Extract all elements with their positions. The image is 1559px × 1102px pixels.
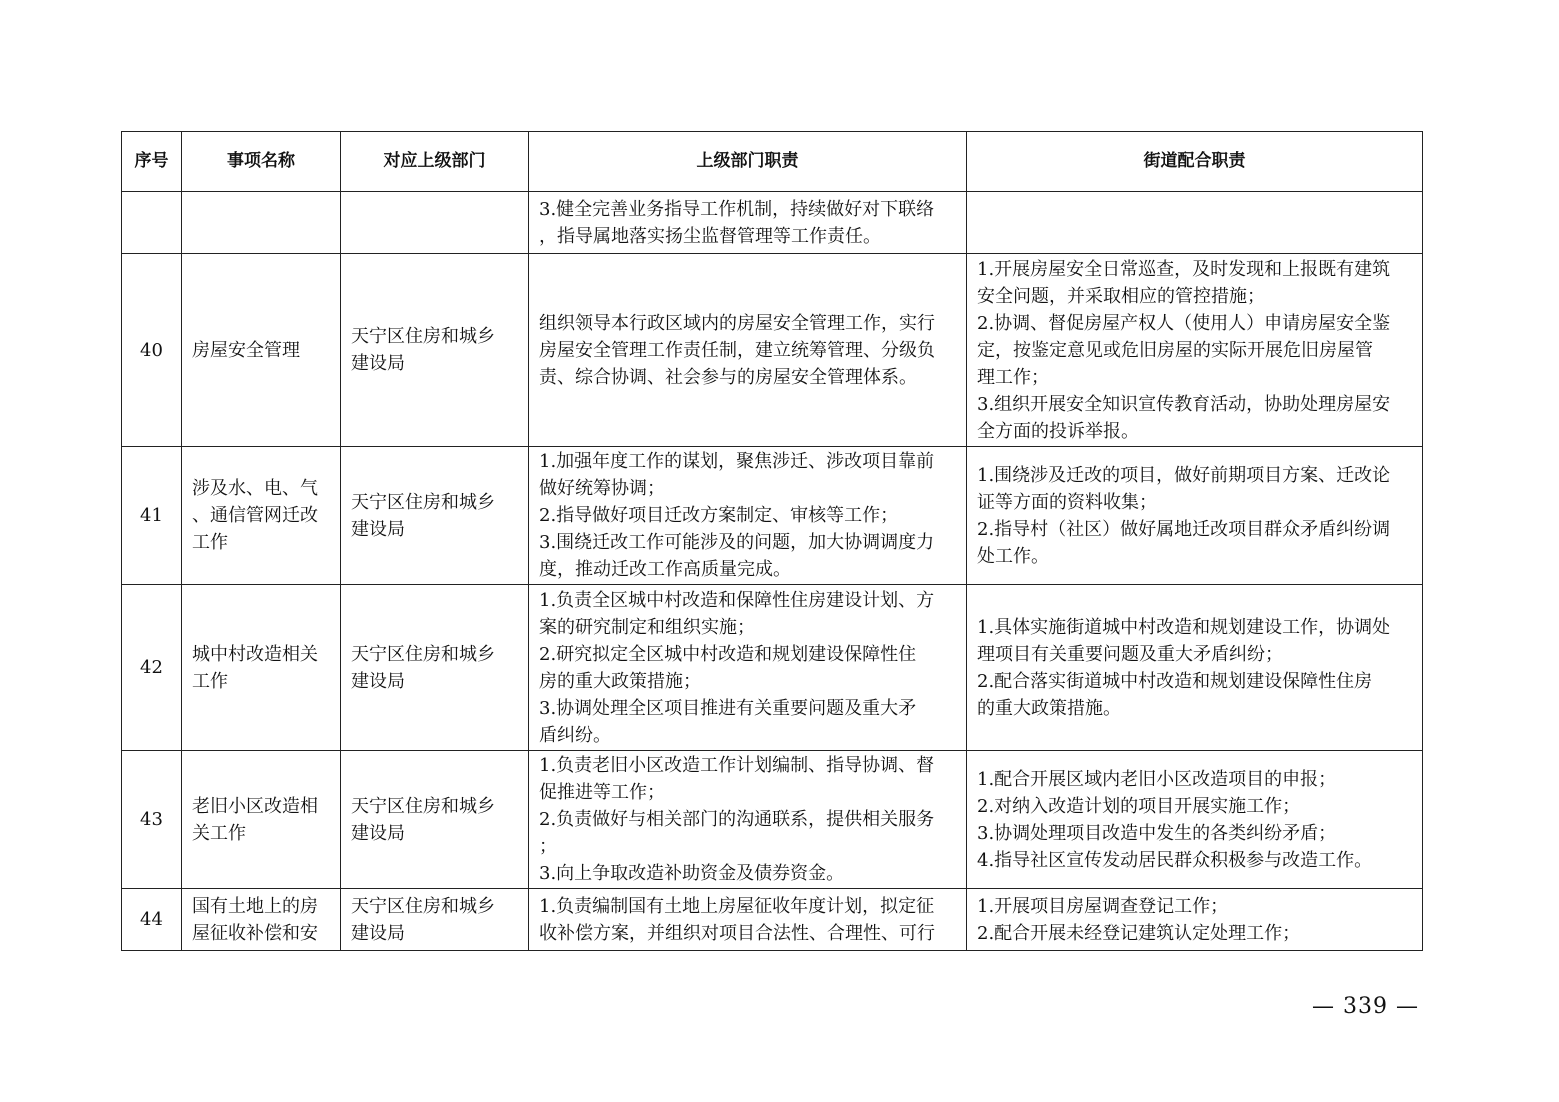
- cell-line: 1.负责全区城中村改造和保障性住房建设计划、方: [539, 589, 935, 611]
- cell-line: 理项目有关重要问题及重大矛盾纠纷；: [977, 643, 1283, 665]
- cell-line: 2.配合开展未经登记建筑认定处理工作；: [977, 922, 1301, 944]
- cell-line: 天宁区住房和城乡: [351, 326, 495, 347]
- superior-dept-cell: [341, 585, 529, 751]
- cell-line: 促推进等工作；: [539, 782, 665, 803]
- cell-line: 1.开展房屋安全日常巡查，及时发现和上报既有建筑: [977, 258, 1391, 280]
- item-name-cell: [182, 447, 341, 585]
- superior-duty-cell: [529, 889, 967, 951]
- cell-line: 1.开展项目房屋调查登记工作；: [977, 895, 1229, 917]
- seq-cell: 43: [122, 751, 182, 889]
- cell-line: 2.配合落实街道城中村改造和规划建设保障性住房: [977, 670, 1373, 692]
- street-duty-cell: [967, 585, 1423, 751]
- cell-line: 关工作: [192, 822, 246, 844]
- header-superior-duty: 上级部门职责: [529, 132, 967, 192]
- superior-dept-cell: [341, 751, 529, 889]
- cell-line: 4.指导社区宣传发动居民群众积极参与改造工作。: [977, 849, 1373, 871]
- cell-line: 3.组织开展安全知识宣传教育活动，协助处理房屋安: [977, 393, 1391, 415]
- cell-line: 定，按鉴定意见或危旧房屋的实际开展危旧房屋管: [977, 339, 1373, 361]
- cell-line: 3.协调处理全区项目推进有关重要问题及重大矛: [539, 697, 917, 719]
- superior-dept-cell: [341, 447, 529, 585]
- cell-line: 1.具体实施街道城中村改造和规划建设工作，协调处: [977, 616, 1391, 638]
- seq-cell: 42: [122, 585, 182, 751]
- cell-line: 建设局: [351, 822, 405, 844]
- cell-line: ；: [539, 836, 557, 857]
- cell-line: 城中村改造相关: [192, 643, 318, 665]
- cell-line: 国有土地上的房: [192, 895, 318, 917]
- cell-line: 工作: [192, 670, 228, 692]
- superior-duty-cell: [529, 192, 967, 254]
- header-superior-dept: 对应上级部门: [341, 132, 529, 192]
- cell-line: 理工作；: [977, 366, 1049, 388]
- cell-line: 度，推动迁改工作高质量完成。: [539, 559, 791, 580]
- table-row: [122, 585, 1423, 751]
- cell-line: 3.向上争取改造补助资金及债券资金。: [539, 863, 845, 884]
- table-row: [122, 254, 1423, 447]
- table-header-row: [122, 132, 1423, 192]
- table-row: [122, 192, 1423, 254]
- header-item-name: 事项名称: [182, 132, 341, 192]
- item-name-cell: [182, 254, 341, 447]
- table-row: [122, 751, 1423, 889]
- street-duty-cell: [967, 447, 1423, 585]
- seq-cell: 40: [122, 254, 182, 447]
- cell-line: 1.负责老旧小区改造工作计划编制、指导协调、督: [539, 755, 935, 776]
- cell-line: 建设局: [351, 353, 405, 374]
- page-number: — 339 —: [1312, 994, 1419, 1019]
- cell-line: 3.协调处理项目改造中发生的各类纠纷矛盾；: [977, 822, 1337, 844]
- cell-line: 盾纠纷。: [539, 724, 611, 746]
- cell-line: ，指导属地落实扬尘监督管理等工作责任。: [539, 225, 881, 247]
- superior-duty-cell: [529, 585, 967, 751]
- cell-line: 老旧小区改造相: [192, 795, 318, 817]
- superior-duty-cell: [529, 447, 967, 585]
- seq-cell: 41: [122, 447, 182, 585]
- item-name-cell: [182, 889, 341, 951]
- item-name-cell: [182, 751, 341, 889]
- cell-line: 建设局: [351, 922, 405, 944]
- cell-line: 天宁区住房和城乡: [351, 491, 495, 513]
- table-row: [122, 889, 1423, 951]
- cell-line: 屋征收补偿和安: [192, 922, 318, 944]
- seq-cell: [122, 192, 182, 254]
- cell-line: 1.围绕涉及迁改的项目，做好前期项目方案、迁改论: [977, 464, 1391, 486]
- cell-line: 天宁区住房和城乡: [351, 643, 495, 665]
- cell-line: 1.加强年度工作的谋划，聚焦涉迁、涉改项目靠前: [539, 451, 935, 472]
- superior-dept-cell: [341, 889, 529, 951]
- superior-dept-cell: [341, 254, 529, 447]
- street-duty-cell: [967, 192, 1423, 254]
- cell-line: 工作: [192, 532, 228, 553]
- duty-table: [121, 131, 1423, 951]
- cell-line: 2.负责做好与相关部门的沟通联系，提供相关服务: [539, 809, 935, 830]
- cell-line: 做好统筹协调；: [539, 478, 665, 499]
- table-row: [122, 447, 1423, 585]
- cell-line: 建设局: [351, 670, 405, 692]
- cell-line: 2.指导做好项目迁改方案制定、审核等工作；: [539, 505, 899, 526]
- cell-line: 收补偿方案，并组织对项目合法性、合理性、可行: [539, 922, 935, 944]
- street-duty-cell: [967, 254, 1423, 447]
- cell-line: 、通信管网迁改: [192, 505, 318, 526]
- superior-duty-cell: [529, 254, 967, 447]
- cell-line: 涉及水、电、气: [192, 478, 318, 499]
- cell-line: 建设局: [351, 518, 405, 540]
- cell-line: 责、综合协调、社会参与的房屋安全管理体系。: [539, 366, 917, 388]
- cell-line: 3.健全完善业务指导工作机制，持续做好对下联络: [539, 198, 935, 220]
- cell-line: 房屋安全管理: [192, 339, 300, 361]
- seq-cell: 44: [122, 889, 182, 951]
- cell-line: 证等方面的资料收集；: [977, 491, 1157, 513]
- cell-line: 1.配合开展区域内老旧小区改造项目的申报；: [977, 768, 1337, 790]
- cell-line: 2.指导村（社区）做好属地迁改项目群众矛盾纠纷调: [977, 518, 1391, 540]
- cell-line: 2.对纳入改造计划的项目开展实施工作；: [977, 795, 1301, 817]
- cell-line: 案的研究制定和组织实施；: [539, 616, 755, 638]
- header-seq: 序号: [122, 132, 182, 192]
- cell-line: 组织领导本行政区域内的房屋安全管理工作，实行: [539, 312, 935, 334]
- street-duty-cell: [967, 889, 1423, 951]
- cell-line: 天宁区住房和城乡: [351, 895, 495, 917]
- cell-line: 处工作。: [977, 545, 1049, 567]
- cell-line: 2.协调、督促房屋产权人（使用人）申请房屋安全鉴: [977, 312, 1391, 334]
- superior-dept-cell: [341, 192, 529, 254]
- cell-line: 房的重大政策措施；: [539, 670, 701, 692]
- cell-line: 天宁区住房和城乡: [351, 795, 495, 817]
- cell-line: 房屋安全管理工作责任制，建立统筹管理、分级负: [539, 339, 935, 361]
- item-name-cell: [182, 192, 341, 254]
- header-street-duty: 街道配合职责: [967, 132, 1423, 192]
- cell-line: 1.负责编制国有土地上房屋征收年度计划，拟定征: [539, 895, 935, 917]
- street-duty-cell: [967, 751, 1423, 889]
- cell-line: 安全问题，并采取相应的管控措施；: [977, 285, 1265, 307]
- superior-duty-cell: [529, 751, 967, 889]
- cell-line: 全方面的投诉举报。: [977, 420, 1139, 442]
- cell-line: 3.围绕迁改工作可能涉及的问题，加大协调调度力: [539, 532, 935, 553]
- cell-line: 的重大政策措施。: [977, 697, 1121, 719]
- cell-line: 2.研究拟定全区城中村改造和规划建设保障性住: [539, 643, 917, 665]
- item-name-cell: [182, 585, 341, 751]
